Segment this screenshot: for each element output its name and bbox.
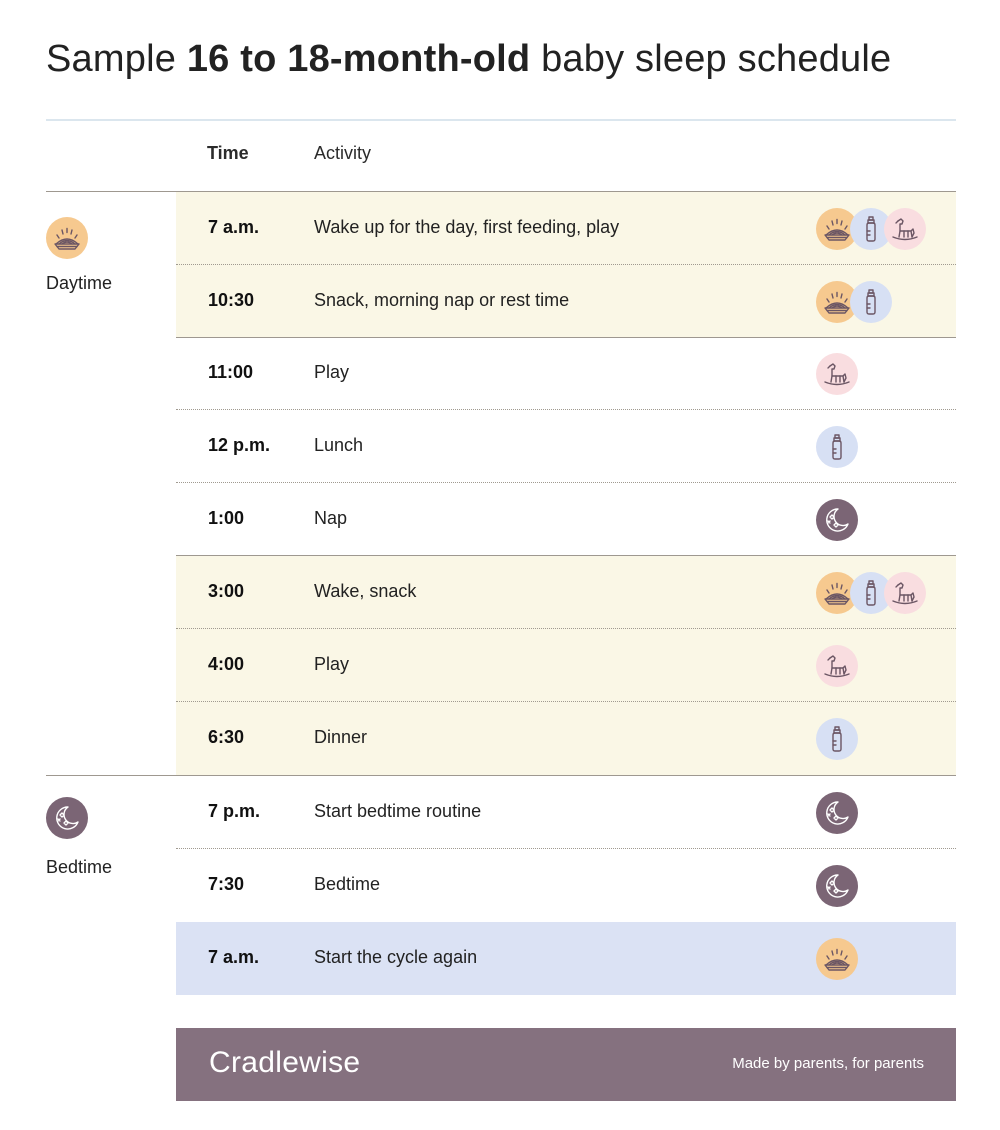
schedule-row [176,702,956,775]
schedule-row [176,265,956,338]
title-bold: 16 to 18-month-old [186,38,531,80]
horse-icon [884,572,926,614]
schedule-row [176,483,956,556]
daytime-group-icon [46,217,88,259]
row-time: 1:00 [208,508,245,528]
row-icons [816,645,858,687]
row-icons [816,499,858,541]
column-header-activity: Activity [314,143,372,163]
row-time: 7 a.m. [208,217,260,237]
horse-icon [816,353,858,395]
row-activity: Wake, snack [314,581,417,601]
row-time: 12 p.m. [208,435,271,455]
horse-icon [884,208,926,250]
group-label-bedtime: Bedtime [46,857,113,877]
row-icons [816,938,858,980]
row-activity: Start bedtime routine [314,801,482,821]
row-time: 7:30 [208,874,245,894]
top-divider [46,119,956,121]
row-time: 4:00 [208,654,245,674]
bottle-icon [850,281,892,323]
row-time: 10:30 [208,290,255,310]
row-time: 6:30 [208,727,245,747]
row-activity: Snack, morning nap or rest time [314,290,570,310]
schedule-row [176,337,956,410]
row-activity: Lunch [314,435,364,455]
schedule-row [176,922,956,995]
row-icons [816,281,892,323]
row-icons [816,353,858,395]
row-activity: Play [314,654,350,674]
row-time: 3:00 [208,581,245,601]
moon-icon [816,865,858,907]
row-icons [816,426,858,468]
schedule-row [176,629,956,702]
row-activity: Bedtime [314,874,381,894]
row-activity: Play [314,362,350,382]
column-header-time: Time [207,143,249,163]
row-icons [816,792,858,834]
bottle-icon [816,718,858,760]
title-suffix: baby sleep schedule [541,38,892,80]
sun-icon [816,938,858,980]
schedule-row [176,410,956,483]
moon-icon [816,499,858,541]
row-icons [816,572,926,614]
row-activity: Dinner [314,727,368,747]
page-title [46,38,891,81]
moon-icon [816,792,858,834]
row-activity: Start the cycle again [314,947,478,967]
brand-logo: Cradlewise [209,1046,361,1079]
group-label-daytime: Daytime [46,273,113,293]
title-prefix: Sample [46,38,177,80]
row-icons [816,718,858,760]
moon-icon [46,797,88,839]
row-time: 7 p.m. [208,801,261,821]
row-time: 11:00 [208,362,254,382]
row-activity: Wake up for the day, first feeding, play [314,217,620,237]
row-icons [816,865,858,907]
row-time: 7 a.m. [208,947,260,967]
schedule-row [176,849,956,922]
row-icons [816,208,926,250]
bottle-icon [816,426,858,468]
row-activity: Nap [314,508,348,528]
schedule-row [176,192,956,265]
schedule-row [176,776,956,849]
bedtime-group-icon [46,797,88,839]
footer-tagline: Made by parents, for parents [732,1055,924,1072]
schedule-row [176,556,956,629]
sun-icon [46,217,88,259]
footer-banner [176,1028,956,1101]
horse-icon [816,645,858,687]
